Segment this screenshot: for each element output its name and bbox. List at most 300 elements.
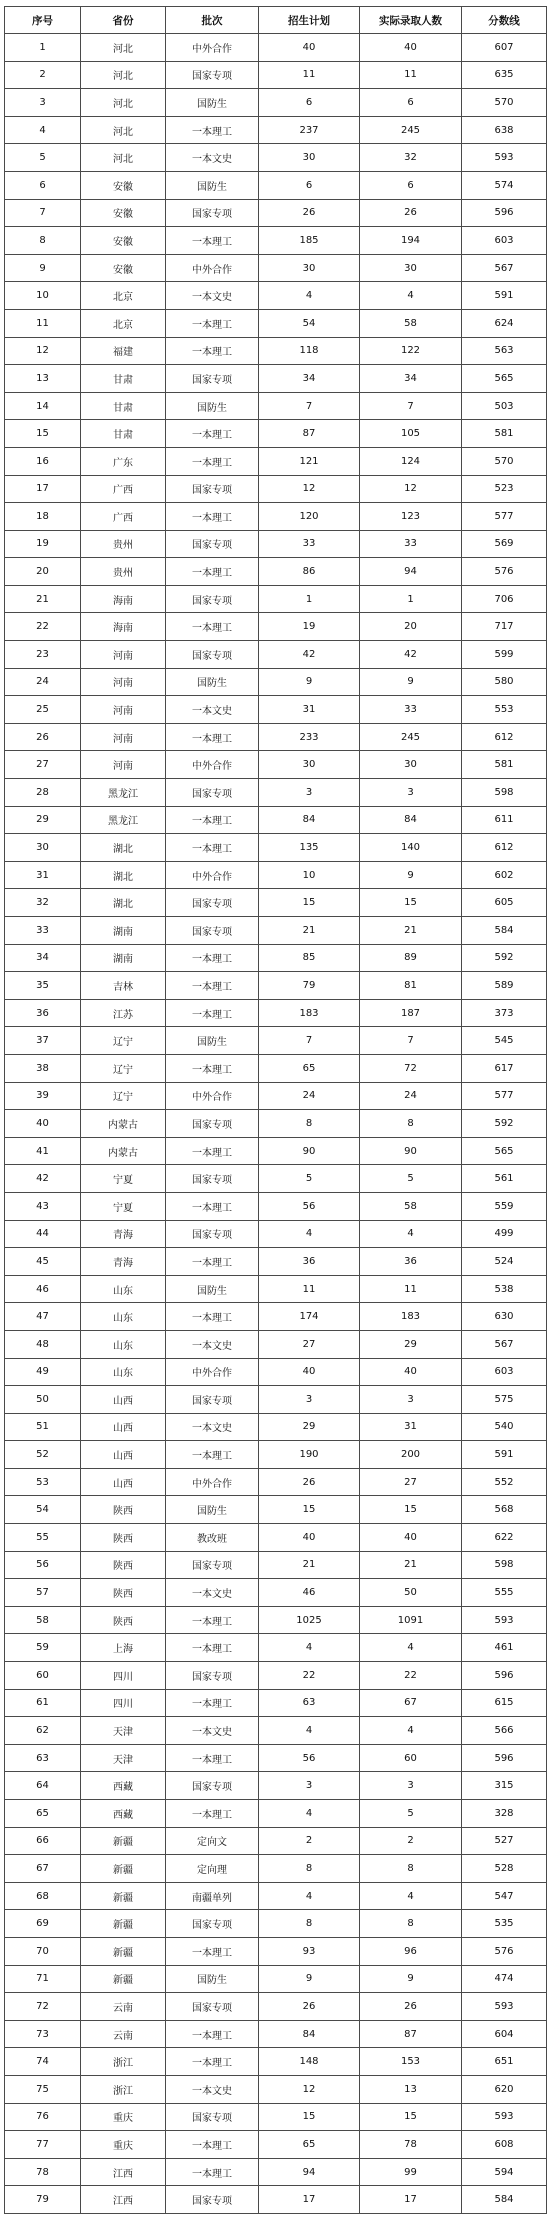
cell-enrollment-plan: 8	[259, 1110, 360, 1138]
cell-batch: 一本文史	[166, 1413, 259, 1441]
table-row	[5, 89, 547, 117]
cell-index: 19	[5, 530, 81, 558]
cell-score-line: 593	[462, 2103, 547, 2131]
cell-enrollment-plan: 65	[259, 2131, 360, 2159]
cell-enrollment-plan: 17	[259, 2186, 360, 2214]
cell-batch: 一本理工	[166, 1634, 259, 1662]
cell-batch: 教改班	[166, 1524, 259, 1552]
cell-province: 辽宁	[81, 1082, 166, 1110]
cell-score-line: 603	[462, 227, 547, 255]
cell-actual-admitted: 7	[360, 1027, 462, 1055]
cell-province: 北京	[81, 282, 166, 310]
cell-score-line: 553	[462, 696, 547, 724]
table-row	[5, 116, 547, 144]
cell-enrollment-plan: 4	[259, 282, 360, 310]
cell-index: 55	[5, 1524, 81, 1552]
cell-province: 山西	[81, 1386, 166, 1414]
table-row	[5, 1137, 547, 1165]
cell-score-line: 611	[462, 806, 547, 834]
cell-enrollment-plan: 24	[259, 1082, 360, 1110]
cell-actual-admitted: 30	[360, 254, 462, 282]
cell-actual-admitted: 11	[360, 1275, 462, 1303]
table-row	[5, 1248, 547, 1276]
cell-actual-admitted: 27	[360, 1468, 462, 1496]
table-row	[5, 1579, 547, 1607]
cell-batch: 一本理工	[166, 999, 259, 1027]
cell-score-line: 620	[462, 2075, 547, 2103]
cell-score-line: 617	[462, 1054, 547, 1082]
cell-index: 38	[5, 1054, 81, 1082]
cell-batch: 一本理工	[166, 1137, 259, 1165]
cell-enrollment-plan: 30	[259, 144, 360, 172]
cell-actual-admitted: 3	[360, 779, 462, 807]
table-row	[5, 1110, 547, 1138]
cell-batch: 国防生	[166, 1965, 259, 1993]
cell-index: 20	[5, 558, 81, 586]
table-row	[5, 227, 547, 255]
cell-index: 69	[5, 1910, 81, 1938]
cell-province: 云南	[81, 1993, 166, 2021]
cell-enrollment-plan: 9	[259, 1965, 360, 1993]
header-index: 序号	[5, 7, 81, 34]
table-row	[5, 1689, 547, 1717]
cell-batch: 国家专项	[166, 61, 259, 89]
cell-batch: 一本理工	[166, 1054, 259, 1082]
cell-province: 浙江	[81, 2075, 166, 2103]
cell-score-line: 612	[462, 723, 547, 751]
cell-index: 21	[5, 585, 81, 613]
table-row	[5, 999, 547, 1027]
cell-score-line: 535	[462, 1910, 547, 1938]
cell-province: 辽宁	[81, 1027, 166, 1055]
table-row	[5, 61, 547, 89]
cell-enrollment-plan: 27	[259, 1330, 360, 1358]
cell-province: 四川	[81, 1689, 166, 1717]
cell-enrollment-plan: 19	[259, 613, 360, 641]
cell-province: 新疆	[81, 1910, 166, 1938]
table-row	[5, 1910, 547, 1938]
table-row	[5, 2158, 547, 2186]
header-province: 省份	[81, 7, 166, 34]
cell-score-line: 555	[462, 1579, 547, 1607]
table-row	[5, 1220, 547, 1248]
cell-score-line: 592	[462, 944, 547, 972]
cell-province: 江苏	[81, 999, 166, 1027]
cell-score-line: 574	[462, 171, 547, 199]
cell-index: 7	[5, 199, 81, 227]
cell-batch: 中外合作	[166, 751, 259, 779]
cell-index: 37	[5, 1027, 81, 1055]
cell-enrollment-plan: 42	[259, 641, 360, 669]
cell-batch: 一本理工	[166, 116, 259, 144]
cell-batch: 一本理工	[166, 972, 259, 1000]
cell-actual-admitted: 8	[360, 1110, 462, 1138]
cell-batch: 国防生	[166, 171, 259, 199]
cell-enrollment-plan: 190	[259, 1441, 360, 1469]
cell-batch: 一本理工	[166, 834, 259, 862]
cell-score-line: 569	[462, 530, 547, 558]
cell-province: 河南	[81, 641, 166, 669]
table-row	[5, 337, 547, 365]
cell-actual-admitted: 3	[360, 1772, 462, 1800]
cell-index: 43	[5, 1192, 81, 1220]
cell-province: 内蒙古	[81, 1137, 166, 1165]
cell-batch: 国家专项	[166, 1662, 259, 1690]
cell-batch: 一本理工	[166, 1192, 259, 1220]
cell-enrollment-plan: 36	[259, 1248, 360, 1276]
cell-score-line: 599	[462, 641, 547, 669]
cell-batch: 国防生	[166, 89, 259, 117]
cell-enrollment-plan: 4	[259, 1717, 360, 1745]
table-row	[5, 2186, 547, 2214]
cell-actual-admitted: 12	[360, 475, 462, 503]
table-row	[5, 1275, 547, 1303]
cell-province: 陕西	[81, 1551, 166, 1579]
cell-batch: 国家专项	[166, 199, 259, 227]
table-row	[5, 1551, 547, 1579]
cell-index: 9	[5, 254, 81, 282]
cell-province: 贵州	[81, 558, 166, 586]
cell-province: 河北	[81, 61, 166, 89]
cell-actual-admitted: 89	[360, 944, 462, 972]
cell-batch: 一本文史	[166, 282, 259, 310]
cell-index: 22	[5, 613, 81, 641]
table-row	[5, 1993, 547, 2021]
cell-actual-admitted: 33	[360, 530, 462, 558]
table-row	[5, 34, 547, 62]
cell-enrollment-plan: 87	[259, 420, 360, 448]
cell-batch: 国家专项	[166, 2186, 259, 2214]
cell-enrollment-plan: 54	[259, 309, 360, 337]
cell-actual-admitted: 30	[360, 751, 462, 779]
table-row	[5, 1082, 547, 1110]
cell-score-line: 635	[462, 61, 547, 89]
cell-enrollment-plan: 118	[259, 337, 360, 365]
cell-index: 32	[5, 889, 81, 917]
cell-province: 西藏	[81, 1800, 166, 1828]
cell-province: 安徽	[81, 171, 166, 199]
cell-index: 59	[5, 1634, 81, 1662]
table-row	[5, 1165, 547, 1193]
cell-enrollment-plan: 90	[259, 1137, 360, 1165]
cell-province: 河南	[81, 668, 166, 696]
cell-actual-admitted: 4	[360, 1882, 462, 1910]
table-row	[5, 889, 547, 917]
cell-actual-admitted: 124	[360, 447, 462, 475]
cell-score-line: 566	[462, 1717, 547, 1745]
cell-batch: 国家专项	[166, 1551, 259, 1579]
cell-score-line: 596	[462, 199, 547, 227]
cell-actual-admitted: 153	[360, 2048, 462, 2076]
table-row	[5, 1717, 547, 1745]
cell-actual-admitted: 9	[360, 668, 462, 696]
cell-actual-admitted: 58	[360, 309, 462, 337]
cell-actual-admitted: 1	[360, 585, 462, 613]
cell-batch: 一本理工	[166, 503, 259, 531]
header-actual-admitted: 实际录取人数	[360, 7, 462, 34]
cell-province: 辽宁	[81, 1054, 166, 1082]
cell-batch: 一本理工	[166, 1744, 259, 1772]
table-row	[5, 806, 547, 834]
cell-enrollment-plan: 29	[259, 1413, 360, 1441]
cell-province: 广西	[81, 503, 166, 531]
cell-index: 15	[5, 420, 81, 448]
cell-index: 39	[5, 1082, 81, 1110]
cell-score-line: 523	[462, 475, 547, 503]
cell-enrollment-plan: 4	[259, 1634, 360, 1662]
cell-province: 天津	[81, 1744, 166, 1772]
cell-enrollment-plan: 9	[259, 668, 360, 696]
table-row	[5, 1772, 547, 1800]
cell-province: 黑龙江	[81, 779, 166, 807]
cell-index: 62	[5, 1717, 81, 1745]
cell-province: 吉林	[81, 972, 166, 1000]
cell-actual-admitted: 15	[360, 2103, 462, 2131]
header-enrollment-plan: 招生计划	[259, 7, 360, 34]
cell-province: 宁夏	[81, 1192, 166, 1220]
cell-enrollment-plan: 84	[259, 806, 360, 834]
cell-actual-admitted: 187	[360, 999, 462, 1027]
cell-index: 48	[5, 1330, 81, 1358]
cell-index: 3	[5, 89, 81, 117]
cell-batch: 国防生	[166, 668, 259, 696]
cell-actual-admitted: 13	[360, 2075, 462, 2103]
cell-enrollment-plan: 26	[259, 199, 360, 227]
cell-batch: 一本文史	[166, 696, 259, 724]
cell-score-line: 567	[462, 1330, 547, 1358]
table-row	[5, 641, 547, 669]
cell-index: 50	[5, 1386, 81, 1414]
table-row	[5, 447, 547, 475]
cell-score-line: 584	[462, 2186, 547, 2214]
cell-enrollment-plan: 56	[259, 1744, 360, 1772]
cell-enrollment-plan: 4	[259, 1882, 360, 1910]
cell-score-line: 499	[462, 1220, 547, 1248]
cell-actual-admitted: 20	[360, 613, 462, 641]
cell-province: 福建	[81, 337, 166, 365]
cell-enrollment-plan: 21	[259, 917, 360, 945]
cell-province: 安徽	[81, 227, 166, 255]
cell-province: 河南	[81, 696, 166, 724]
cell-index: 11	[5, 309, 81, 337]
cell-batch: 一本理工	[166, 1303, 259, 1331]
cell-batch: 一本理工	[166, 944, 259, 972]
cell-index: 76	[5, 2103, 81, 2131]
table-row	[5, 392, 547, 420]
cell-index: 60	[5, 1662, 81, 1690]
table-row	[5, 1744, 547, 1772]
cell-actual-admitted: 26	[360, 1993, 462, 2021]
cell-batch: 国家专项	[166, 1110, 259, 1138]
cell-enrollment-plan: 63	[259, 1689, 360, 1717]
table-row	[5, 1330, 547, 1358]
cell-actual-admitted: 8	[360, 1855, 462, 1883]
cell-actual-admitted: 40	[360, 1524, 462, 1552]
cell-index: 52	[5, 1441, 81, 1469]
table-row	[5, 585, 547, 613]
cell-actual-admitted: 4	[360, 1220, 462, 1248]
cell-score-line: 602	[462, 861, 547, 889]
cell-score-line: 598	[462, 1551, 547, 1579]
cell-actual-admitted: 36	[360, 1248, 462, 1276]
cell-score-line: 593	[462, 144, 547, 172]
cell-score-line: 547	[462, 1882, 547, 1910]
cell-province: 陕西	[81, 1496, 166, 1524]
cell-actual-admitted: 24	[360, 1082, 462, 1110]
cell-index: 79	[5, 2186, 81, 2214]
cell-index: 36	[5, 999, 81, 1027]
header-row	[5, 7, 547, 34]
cell-index: 12	[5, 337, 81, 365]
cell-index: 34	[5, 944, 81, 972]
cell-batch: 一本理工	[166, 337, 259, 365]
cell-enrollment-plan: 148	[259, 2048, 360, 2076]
cell-actual-admitted: 42	[360, 641, 462, 669]
cell-score-line: 328	[462, 1800, 547, 1828]
header-batch: 批次	[166, 7, 259, 34]
cell-actual-admitted: 9	[360, 861, 462, 889]
cell-actual-admitted: 60	[360, 1744, 462, 1772]
table-row	[5, 1192, 547, 1220]
cell-batch: 中外合作	[166, 1468, 259, 1496]
cell-batch: 一本文史	[166, 1579, 259, 1607]
cell-enrollment-plan: 22	[259, 1662, 360, 1690]
table-row	[5, 1027, 547, 1055]
cell-province: 西藏	[81, 1772, 166, 1800]
table-row	[5, 254, 547, 282]
cell-actual-admitted: 15	[360, 1496, 462, 1524]
cell-enrollment-plan: 79	[259, 972, 360, 1000]
cell-index: 14	[5, 392, 81, 420]
cell-actual-admitted: 4	[360, 1634, 462, 1662]
cell-batch: 一本理工	[166, 723, 259, 751]
cell-enrollment-plan: 15	[259, 1496, 360, 1524]
cell-batch: 一本理工	[166, 2020, 259, 2048]
cell-batch: 国家专项	[166, 641, 259, 669]
cell-score-line: 561	[462, 1165, 547, 1193]
cell-province: 山东	[81, 1275, 166, 1303]
cell-actual-admitted: 99	[360, 2158, 462, 2186]
cell-enrollment-plan: 40	[259, 1358, 360, 1386]
cell-actual-admitted: 67	[360, 1689, 462, 1717]
cell-actual-admitted: 78	[360, 2131, 462, 2159]
cell-score-line: 565	[462, 365, 547, 393]
cell-batch: 一本理工	[166, 1937, 259, 1965]
cell-index: 25	[5, 696, 81, 724]
cell-actual-admitted: 9	[360, 1965, 462, 1993]
cell-batch: 中外合作	[166, 1082, 259, 1110]
cell-score-line: 576	[462, 1937, 547, 1965]
table-row	[5, 1441, 547, 1469]
cell-enrollment-plan: 135	[259, 834, 360, 862]
cell-batch: 国家专项	[166, 779, 259, 807]
cell-index: 44	[5, 1220, 81, 1248]
cell-enrollment-plan: 3	[259, 779, 360, 807]
cell-actual-admitted: 31	[360, 1413, 462, 1441]
table-row	[5, 917, 547, 945]
table-row	[5, 1386, 547, 1414]
table-header	[5, 7, 547, 34]
cell-score-line: 596	[462, 1662, 547, 1690]
cell-batch: 南疆单列	[166, 1882, 259, 1910]
cell-batch: 国防生	[166, 1027, 259, 1055]
cell-batch: 国家专项	[166, 1220, 259, 1248]
cell-score-line: 567	[462, 254, 547, 282]
cell-score-line: 570	[462, 447, 547, 475]
cell-index: 6	[5, 171, 81, 199]
cell-province: 广东	[81, 447, 166, 475]
cell-index: 70	[5, 1937, 81, 1965]
cell-score-line: 527	[462, 1827, 547, 1855]
cell-batch: 定向理	[166, 1855, 259, 1883]
cell-actual-admitted: 40	[360, 1358, 462, 1386]
cell-actual-admitted: 72	[360, 1054, 462, 1082]
table-row	[5, 365, 547, 393]
cell-score-line: 373	[462, 999, 547, 1027]
cell-score-line: 593	[462, 1993, 547, 2021]
cell-score-line: 538	[462, 1275, 547, 1303]
cell-batch: 国家专项	[166, 2103, 259, 2131]
cell-batch: 一本理工	[166, 806, 259, 834]
cell-score-line: 503	[462, 392, 547, 420]
cell-batch: 中外合作	[166, 861, 259, 889]
cell-actual-admitted: 3	[360, 1386, 462, 1414]
cell-index: 28	[5, 779, 81, 807]
cell-actual-admitted: 194	[360, 227, 462, 255]
cell-actual-admitted: 33	[360, 696, 462, 724]
cell-province: 河北	[81, 144, 166, 172]
cell-province: 贵州	[81, 530, 166, 558]
table-row	[5, 1662, 547, 1690]
cell-province: 河北	[81, 34, 166, 62]
cell-enrollment-plan: 30	[259, 254, 360, 282]
cell-score-line: 591	[462, 282, 547, 310]
cell-score-line: 524	[462, 1248, 547, 1276]
cell-actual-admitted: 8	[360, 1910, 462, 1938]
cell-score-line: 612	[462, 834, 547, 862]
cell-score-line: 598	[462, 779, 547, 807]
cell-province: 海南	[81, 613, 166, 641]
cell-actual-admitted: 183	[360, 1303, 462, 1331]
table-body	[5, 34, 547, 2214]
cell-actual-admitted: 15	[360, 889, 462, 917]
cell-province: 新疆	[81, 1855, 166, 1883]
cell-enrollment-plan: 26	[259, 1468, 360, 1496]
table-row	[5, 2075, 547, 2103]
cell-batch: 一本理工	[166, 1248, 259, 1276]
cell-batch: 一本理工	[166, 447, 259, 475]
cell-score-line: 638	[462, 116, 547, 144]
cell-score-line: 630	[462, 1303, 547, 1331]
cell-enrollment-plan: 11	[259, 61, 360, 89]
cell-enrollment-plan: 94	[259, 2158, 360, 2186]
cell-score-line: 576	[462, 558, 547, 586]
cell-enrollment-plan: 5	[259, 1165, 360, 1193]
cell-index: 41	[5, 1137, 81, 1165]
cell-province: 新疆	[81, 1937, 166, 1965]
cell-enrollment-plan: 8	[259, 1855, 360, 1883]
cell-enrollment-plan: 3	[259, 1386, 360, 1414]
cell-score-line: 717	[462, 613, 547, 641]
table-row	[5, 1524, 547, 1552]
cell-score-line: 594	[462, 2158, 547, 2186]
cell-score-line: 545	[462, 1027, 547, 1055]
cell-batch: 国家专项	[166, 1910, 259, 1938]
cell-province: 山东	[81, 1358, 166, 1386]
cell-province: 重庆	[81, 2103, 166, 2131]
cell-score-line: 563	[462, 337, 547, 365]
cell-enrollment-plan: 12	[259, 2075, 360, 2103]
